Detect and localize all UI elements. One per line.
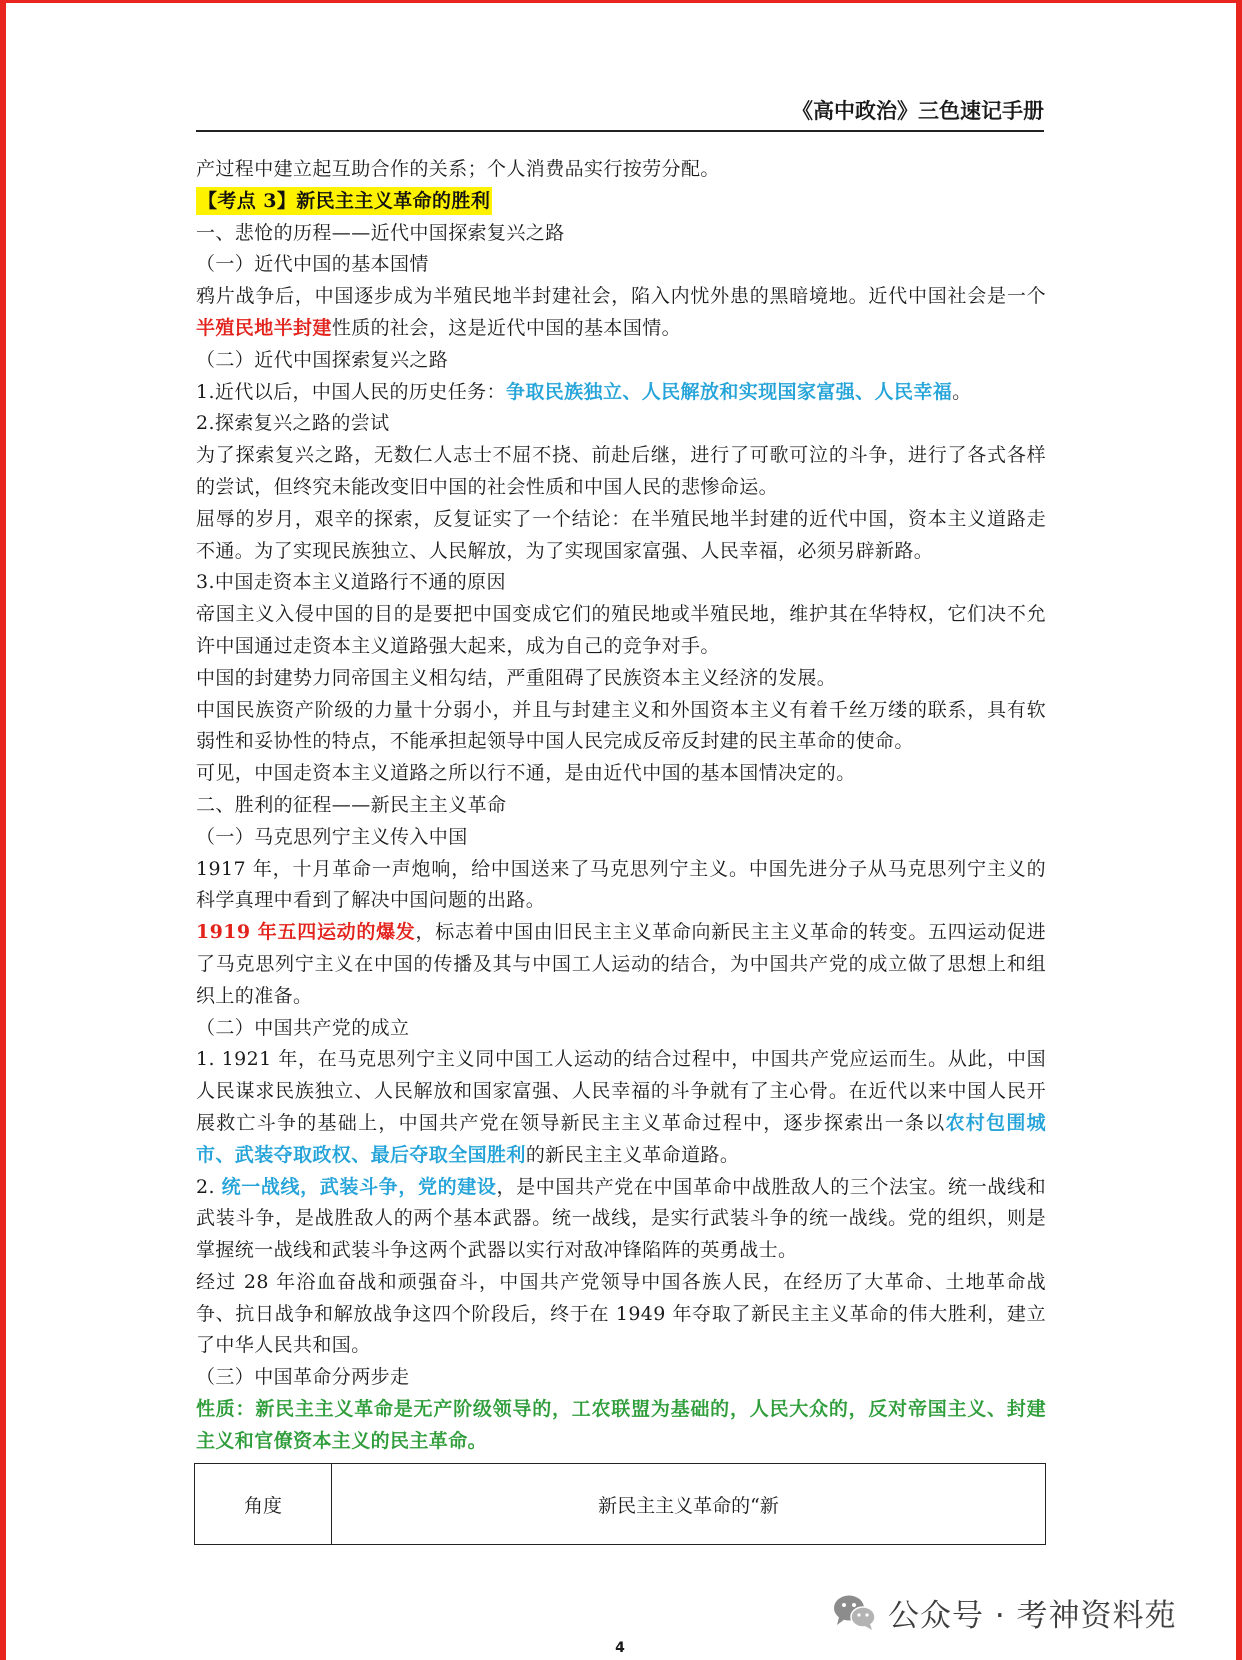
table-header-cell: 角度 [195, 1464, 332, 1545]
paragraph: 3.中国走资本主义道路行不通的原因 [196, 571, 506, 594]
key-statement-green: 性质：新民主主义革命是无产阶级领导的，工农联盟为基础的，人民大众的，反对帝国主义、封建主义和官僚资本主义的民主革命。 [196, 1398, 1046, 1452]
section-heading: 一、悲怆的历程——近代中国探索复兴之路 [196, 221, 565, 244]
paragraph: 屈辱的岁月，艰辛的探索，反复证实了一个结论：在半殖民地半封建的近代中国，资本主义道路走不通。为了实现民族独立、人民解放，为了实现国家富强、人民幸福，必须另辟新路。 [196, 507, 1046, 562]
wechat-watermark [832, 1588, 1212, 1636]
text-run: ，标志着中国由旧民主主义革命向新民主主义革命的转变。五四运动促进了马克思列宁主义在中国的传播及其与中国工人运动的结合，为中国共产党的成立做了思想上和组织上的准备。 [196, 921, 1046, 1007]
text-run: 1.近代以后，中国人民的历史任务： [196, 380, 506, 403]
text-run: 2. [196, 1175, 222, 1198]
header-title: 《高中政治》三色速记手册 [792, 99, 1044, 123]
paragraph: 中国民族资产阶级的力量十分弱小，并且与封建主义和外国资本主义有着千丝万缕的联系，具有软弱性和妥协性的特点，不能承担起领导中国人民完成反帝反封建的民主革命的使命。 [196, 698, 1046, 753]
text-run: ，是中国共产党在中国革命中战胜敌人的三个法宝。统一战线和武装斗争，是战胜敌人的两个基本武器。统一战线，是实行武装斗争的统一战线。党的组织，则是掌握统一战线和武装斗争这两个武器以实行对敌冲锋陷阵的英勇战士。 [196, 1175, 1046, 1262]
subsection-heading: （一）马克思列宁主义传入中国 [196, 825, 468, 848]
document-body [196, 154, 1046, 1458]
exam-point-highlight: 【考点 3】新民主主义革命的胜利 [196, 187, 492, 215]
paragraph [196, 1172, 1046, 1267]
subsection-heading: （一）近代中国的基本国情 [196, 253, 429, 276]
paragraph: 帝国主义入侵中国的目的是要把中国变成它们的殖民地或半殖民地，维护其在华特权，它们决不允许中国通过走资本主义道路强大起来，成为自己的竞争对手。 [196, 603, 1046, 657]
table-row [195, 1464, 1046, 1545]
key-term-red: 半殖民地半封建 [196, 316, 332, 339]
key-term-blue: 统一战线，武装斗争，党的建设 [221, 1175, 497, 1198]
text-run: 性质的社会，这是近代中国的基本国情。 [331, 316, 682, 339]
subsection-heading: （二）近代中国探索复兴之路 [196, 348, 449, 371]
exam-point-title [196, 186, 1046, 218]
key-term-blue: 农村包围城市、武装夺取政权、最后夺取全国胜利 [196, 1111, 1046, 1166]
paragraph: 可见，中国走资本主义道路之所以行不通，是由近代中国的基本国情决定的。 [196, 762, 856, 785]
table-header-cell: 新民主主义革命的“新 [332, 1464, 1046, 1545]
paragraph: 2.探索复兴之路的尝试 [196, 412, 390, 435]
paragraph [196, 917, 1046, 1012]
paragraph [196, 281, 1046, 345]
paragraph: 为了探索复兴之路，无数仁人志士不屈不挠、前赴后继，进行了可歌可泣的斗争，进行了各式各样的尝试，但终究未能改变旧中国的社会性质和中国人民的悲惨命运。 [196, 444, 1046, 498]
key-term-blue: 争取民族独立、人民解放和实现国家富强、人民幸福 [505, 380, 953, 403]
page-number: 4 [615, 1640, 625, 1656]
paragraph: 1917 年，十月革命一声炮响，给中国送来了马克思列宁主义。中国先进分子从马克思列宁主义的科学真理中看到了解决中国问题的出路。 [196, 857, 1046, 912]
section-heading: 二、胜利的征程——新民主主义革命 [196, 793, 507, 816]
key-term-red: 1919 年五四运动的爆发 [196, 921, 416, 944]
subsection-heading: （二）中国共产党的成立 [196, 1016, 410, 1039]
paragraph [196, 377, 1046, 409]
watermark-text: 公众号 · 考神资料苑 [888, 1597, 1177, 1634]
page-frame-right [1236, 0, 1242, 1660]
wechat-icon [832, 1592, 878, 1632]
subsection-heading: （三）中国革命分两步走 [196, 1366, 410, 1389]
page-frame-left [0, 0, 6, 1660]
text-run: 。 [952, 380, 972, 403]
text-run: 的新民主主义革命道路。 [525, 1143, 740, 1166]
paragraph: 产过程中建立起互助合作的关系；个人消费品实行按劳分配。 [196, 158, 720, 180]
paragraph: 中国的封建势力同帝国主义相勾结，严重阻碍了民族资本主义经济的发展。 [196, 666, 837, 689]
text-run: 1. 1921 年，在马克思列宁主义同中国工人运动的结合过程中，中国共产党应运而生。从此，中国人民谋求民族独立、人民解放和国家富强、人民幸福的斗争就有了主心骨。在近代以来中国人民开展救亡斗争的基础上，中国共产党在领导新民主主义革命过程中，逐步探索出一条以 [196, 1048, 1046, 1134]
comparison-table [194, 1463, 1046, 1545]
page-header [196, 94, 1044, 132]
text-run: 鸦片战争后，中国逐步成为半殖民地半封建社会，陷入内忧外患的黑暗境地。近代中国社会是一个 [196, 285, 1046, 308]
paragraph [196, 1044, 1046, 1171]
paragraph: 经过 28 年浴血奋战和顽强奋斗，中国共产党领导中国各族人民，在经历了大革命、土地革命战争、抗日战争和解放战争这四个阶段后，终于在 1949 年夺取了新民主主义革命的伟大胜利，建立了中华人民共和国。 [196, 1270, 1046, 1357]
page-frame-top [0, 0, 1242, 3]
